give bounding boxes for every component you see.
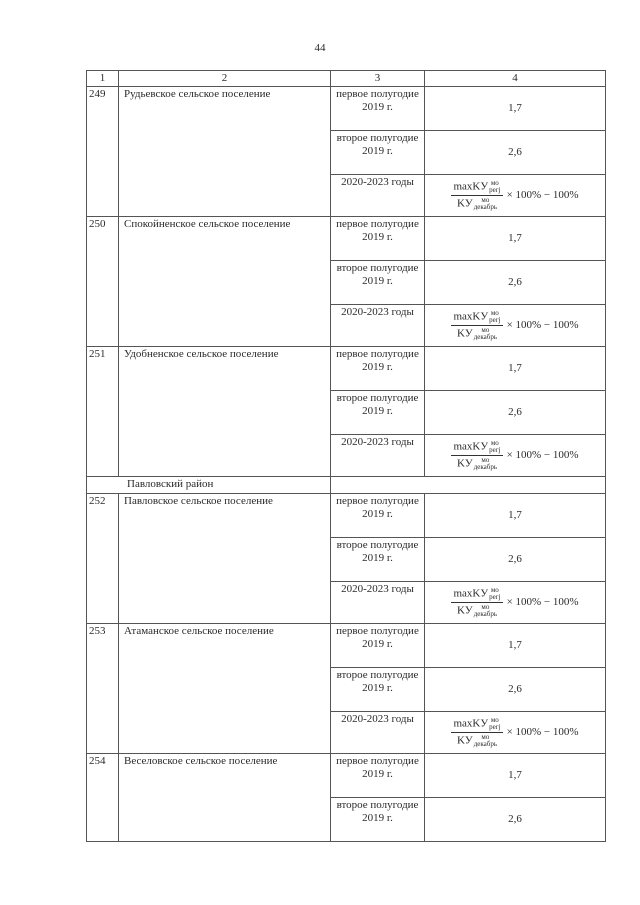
formula-denominator <box>455 196 499 211</box>
settlement-name: Атаманское сельское поселение <box>119 624 331 754</box>
table-row <box>87 217 606 261</box>
numerator-subscript-index: j <box>498 593 501 601</box>
numerator-symbol: maxKУ <box>453 717 489 730</box>
value-second-half: 2,6 <box>425 668 606 712</box>
table-header-row <box>87 71 606 87</box>
numerator-subscript <box>489 724 500 731</box>
value-second-half: 2,6 <box>425 261 606 305</box>
header-col-4: 4 <box>425 71 606 87</box>
settlement-name: Рудьевское сельское поселение <box>119 87 331 217</box>
growth-formula <box>451 717 578 748</box>
district-empty-cell <box>331 477 606 494</box>
numerator-symbol: maxKУ <box>453 180 489 193</box>
numerator-subscript-index: j <box>498 186 501 194</box>
period-second-half: второе полугодие 2019 г. <box>331 538 425 582</box>
numerator-superscript: мо <box>490 439 499 447</box>
value-second-half: 2,6 <box>425 538 606 582</box>
table-row <box>87 347 606 391</box>
value-second-half: 2,6 <box>425 391 606 435</box>
value-first-half: 1,7 <box>425 624 606 668</box>
district-name: Павловский район <box>87 477 331 494</box>
denominator-indices <box>474 734 497 748</box>
growth-formula <box>451 587 578 618</box>
value-first-half: 1,7 <box>425 754 606 798</box>
row-number: 251 <box>87 347 119 477</box>
formula-tail: × 100% − 100% <box>506 596 579 608</box>
numerator-subscript-index: j <box>498 723 501 731</box>
value-first-half: 1,7 <box>425 87 606 131</box>
formula-numerator <box>451 310 502 326</box>
row-number: 250 <box>87 217 119 347</box>
denominator-symbol: KУ <box>456 457 473 470</box>
numerator-indices <box>489 587 500 601</box>
period-first-half: первое полугодие 2019 г. <box>331 624 425 668</box>
value-first-half: 1,7 <box>425 217 606 261</box>
denominator-subscript: декабрь <box>473 463 498 471</box>
table-row <box>87 624 606 668</box>
period-2020-2023: 2020-2023 годы <box>331 582 425 624</box>
formula-denominator <box>455 603 499 618</box>
formula-numerator <box>451 587 502 603</box>
formula-fraction <box>451 587 502 618</box>
period-second-half: второе полугодие 2019 г. <box>331 668 425 712</box>
period-second-half: второе полугодие 2019 г. <box>331 261 425 305</box>
denominator-subscript: декабрь <box>473 740 498 748</box>
row-number: 254 <box>87 754 119 842</box>
formula-cell <box>425 175 606 217</box>
numerator-superscript: мо <box>490 309 499 317</box>
formula-cell <box>425 435 606 477</box>
settlement-name: Удобненское сельское поселение <box>119 347 331 477</box>
formula-tail: × 100% − 100% <box>506 319 579 331</box>
header-col-3: 3 <box>331 71 425 87</box>
numerator-subscript-text: рег <box>489 186 499 194</box>
numerator-subscript-index: j <box>498 316 501 324</box>
row-number: 252 <box>87 494 119 624</box>
numerator-subscript <box>489 594 500 601</box>
numerator-subscript <box>489 447 500 454</box>
period-2020-2023: 2020-2023 годы <box>331 305 425 347</box>
numerator-indices <box>489 180 500 194</box>
formula-denominator <box>455 456 499 471</box>
growth-formula <box>451 180 578 211</box>
formula-fraction <box>451 717 502 748</box>
table-row <box>87 754 606 798</box>
denominator-indices <box>474 457 497 471</box>
numerator-symbol: maxKУ <box>453 587 489 600</box>
value-first-half: 1,7 <box>425 494 606 538</box>
growth-formula <box>451 440 578 471</box>
denominator-superscript: мо <box>481 196 490 204</box>
denominator-superscript: мо <box>481 733 490 741</box>
denominator-subscript: декабрь <box>473 610 498 618</box>
numerator-symbol: maxKУ <box>453 310 489 323</box>
row-number: 249 <box>87 87 119 217</box>
formula-tail: × 100% − 100% <box>506 449 579 461</box>
value-second-half: 2,6 <box>425 131 606 175</box>
numerator-subscript-text: рег <box>489 446 499 454</box>
page-number: 44 <box>314 42 326 54</box>
numerator-symbol: maxKУ <box>453 440 489 453</box>
numerator-subscript <box>489 317 500 324</box>
denominator-symbol: KУ <box>456 604 473 617</box>
settlement-name: Спокойненское сельское поселение <box>119 217 331 347</box>
period-second-half: второе полугодие 2019 г. <box>331 131 425 175</box>
numerator-superscript: мо <box>490 179 499 187</box>
period-2020-2023: 2020-2023 годы <box>331 712 425 754</box>
period-first-half: первое полугодие 2019 г. <box>331 494 425 538</box>
denominator-symbol: KУ <box>456 327 473 340</box>
table-row <box>87 87 606 131</box>
formula-tail: × 100% − 100% <box>506 726 579 738</box>
denominator-indices <box>474 197 497 211</box>
tariff-table <box>86 70 606 842</box>
denominator-superscript: мо <box>481 326 490 334</box>
numerator-subscript-text: рег <box>489 316 499 324</box>
denominator-superscript: мо <box>481 603 490 611</box>
formula-cell <box>425 712 606 754</box>
numerator-subscript-index: j <box>498 446 501 454</box>
formula-numerator <box>451 180 502 196</box>
period-second-half: второе полугодие 2019 г. <box>331 798 425 842</box>
period-first-half: первое полугодие 2019 г. <box>331 87 425 131</box>
period-first-half: первое полугодие 2019 г. <box>331 217 425 261</box>
formula-fraction <box>451 440 502 471</box>
period-2020-2023: 2020-2023 годы <box>331 435 425 477</box>
numerator-subscript-text: рег <box>489 723 499 731</box>
numerator-superscript: мо <box>490 716 499 724</box>
denominator-symbol: KУ <box>456 734 473 747</box>
value-first-half: 1,7 <box>425 347 606 391</box>
value-second-half: 2,6 <box>425 798 606 842</box>
table-row <box>87 494 606 538</box>
denominator-subscript: декабрь <box>473 333 498 341</box>
numerator-subscript <box>489 187 500 194</box>
settlement-name: Веселовское сельское поселение <box>119 754 331 842</box>
settlement-name: Павловское сельское поселение <box>119 494 331 624</box>
numerator-indices <box>489 440 500 454</box>
denominator-symbol: KУ <box>456 197 473 210</box>
formula-denominator <box>455 326 499 341</box>
district-row <box>87 477 606 494</box>
formula-denominator <box>455 733 499 748</box>
formula-cell <box>425 305 606 347</box>
formula-fraction <box>451 310 502 341</box>
denominator-superscript: мо <box>481 456 490 464</box>
period-first-half: первое полугодие 2019 г. <box>331 754 425 798</box>
formula-fraction <box>451 180 502 211</box>
numerator-superscript: мо <box>490 586 499 594</box>
growth-formula <box>451 310 578 341</box>
period-second-half: второе полугодие 2019 г. <box>331 391 425 435</box>
numerator-subscript-text: рег <box>489 593 499 601</box>
header-col-2: 2 <box>119 71 331 87</box>
denominator-subscript: декабрь <box>473 203 498 211</box>
header-col-1: 1 <box>87 71 119 87</box>
denominator-indices <box>474 327 497 341</box>
period-2020-2023: 2020-2023 годы <box>331 175 425 217</box>
formula-tail: × 100% − 100% <box>506 189 579 201</box>
period-first-half: первое полугодие 2019 г. <box>331 347 425 391</box>
row-number: 253 <box>87 624 119 754</box>
numerator-indices <box>489 717 500 731</box>
denominator-indices <box>474 604 497 618</box>
formula-cell <box>425 582 606 624</box>
numerator-indices <box>489 310 500 324</box>
formula-numerator <box>451 717 502 733</box>
formula-numerator <box>451 440 502 456</box>
